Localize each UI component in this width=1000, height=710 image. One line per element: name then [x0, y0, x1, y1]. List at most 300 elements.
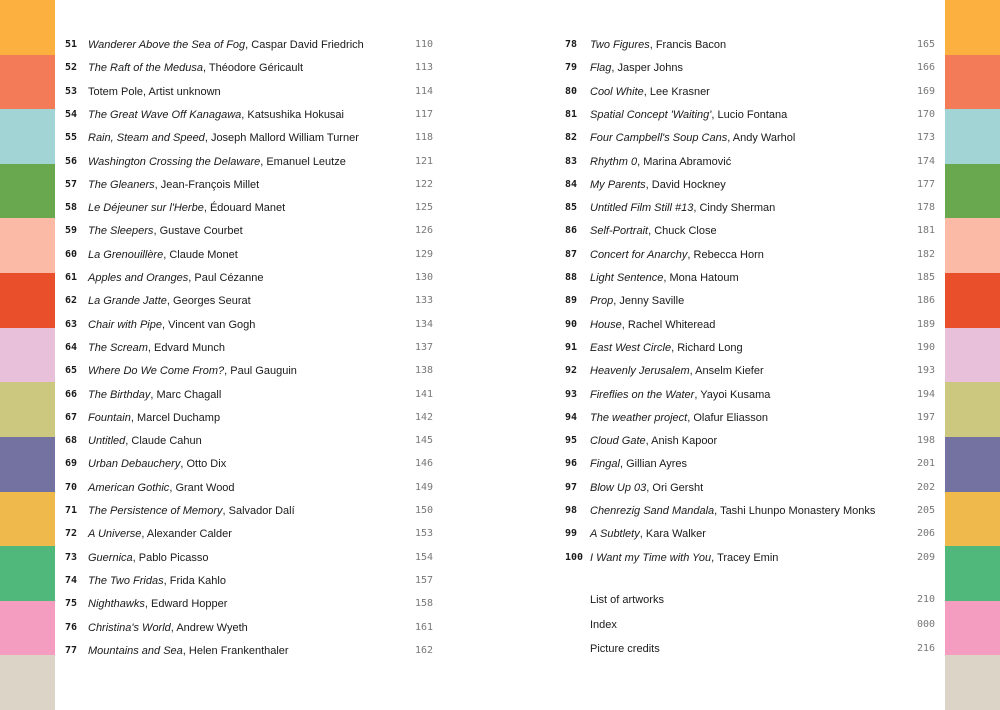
artist-name: Marina Abramović [643, 155, 732, 168]
color-band [945, 164, 1000, 219]
artist-name: Katsushika Hokusai [247, 108, 344, 121]
contents-entry[interactable] [65, 291, 433, 311]
artwork-title: Untitled [88, 435, 126, 448]
artist-name: Grant Wood [175, 481, 235, 494]
entry-text: Light Sentence, Mona Hatoum [590, 272, 739, 284]
artwork-title: Cool White [590, 85, 644, 98]
artist-name: Tashi Lhunpo Monastery Monks [720, 505, 876, 517]
artwork-title: Chenrezig Sand Mandala [590, 505, 715, 517]
artist-name: Paul Cézanne [194, 272, 264, 284]
contents-entry[interactable] [565, 454, 935, 474]
artist-name: Yayoi Kusama [700, 388, 771, 401]
entry-number: 71 [65, 505, 78, 516]
artwork-title: The Persistence of Memory [88, 505, 223, 517]
entry-text: Self-Portrait, Chuck Close [590, 225, 717, 238]
entry-number: 99 [565, 528, 578, 540]
entry-text: The weather project, Olafur Eliasson [590, 411, 768, 424]
entry-text: Concert for Anarchy, Rebecca Horn [590, 248, 764, 261]
page-number: 177 [916, 178, 935, 190]
page-number: 201 [916, 458, 935, 470]
artist-name: Tracey Emin [717, 551, 779, 564]
entry-number: 62 [65, 295, 78, 307]
entry-text: American Gothic, Grant Wood [88, 481, 235, 494]
contents-entry[interactable] [65, 35, 433, 55]
color-band [945, 382, 1000, 437]
page-number: 121 [414, 155, 433, 167]
artwork-title: Prop [590, 295, 614, 308]
artist-name: Claude Monet [169, 248, 238, 261]
entry-text: Guernica, Pablo Picasso [88, 551, 209, 564]
artist-name: Lucio Fontana [717, 108, 788, 121]
entry-text: Untitled, Claude Cahun [88, 435, 202, 448]
entry-text: Heavenly Jerusalem, Anselm Kiefer [590, 365, 764, 378]
entry-number: 61 [65, 272, 78, 283]
entry-number: 90 [565, 318, 578, 330]
entry-text: A Subtlety, Kara Walker [590, 528, 706, 541]
artist-name: Édouard Manet [209, 202, 286, 215]
contents-entry[interactable] [565, 35, 935, 55]
artwork-title: The Raft of the Medusa [88, 62, 203, 75]
entry-text: Fountain, Marcel Duchamp [88, 411, 221, 424]
page-number: 174 [916, 155, 935, 167]
entry-number: 81 [565, 108, 578, 120]
entry-number: 52 [65, 62, 78, 74]
contents-entry[interactable] [65, 385, 433, 405]
artist-name: Alexander Calder [146, 528, 232, 541]
entry-text: My Parents, David Hockney [590, 178, 726, 191]
contents-entry[interactable] [565, 338, 935, 358]
contents-entry[interactable] [565, 315, 935, 335]
artwork-title: Cloud Gate [590, 435, 646, 448]
page-number: 162 [414, 644, 433, 656]
entry-number: 97 [565, 481, 578, 493]
artist-name: Pablo Picasso [138, 551, 209, 564]
artist-name: Edward Hopper [150, 598, 228, 611]
color-band [0, 109, 55, 164]
contents-entry[interactable] [565, 408, 935, 428]
entry-number: 72 [65, 528, 78, 540]
contents-entry[interactable] [65, 268, 433, 288]
entry-number: 55 [65, 132, 78, 144]
artwork-title: Fountain [88, 411, 131, 424]
page-number: 134 [414, 318, 433, 330]
contents-entry[interactable] [65, 641, 433, 661]
entry-number: 59 [65, 225, 78, 237]
artwork-title: Nighthawks [88, 598, 145, 611]
contents-entry[interactable] [565, 245, 935, 265]
contents-entry[interactable] [565, 431, 935, 451]
contents-entry[interactable] [65, 128, 433, 148]
entry-text: A Universe, Alexander Calder [88, 528, 232, 541]
entry-number: 100 [565, 551, 584, 563]
entry-text: Spatial Concept 'Waiting', Lucio Fontana [590, 108, 788, 121]
artist-name: Paul Gauguin [230, 365, 297, 378]
entry-number: 60 [65, 248, 78, 260]
entry-number: 74 [65, 574, 78, 586]
entry-text: Untitled Film Still #13, Cindy Sherman [590, 202, 776, 215]
artwork-title: Chair with Pipe [88, 318, 162, 331]
entry-text: Mountains and Sea, Helen Frankenthaler [88, 644, 289, 657]
page-number: 146 [414, 458, 433, 470]
page-number: 129 [414, 248, 433, 260]
artwork-title: Blow Up 03 [590, 481, 647, 494]
contents-entry[interactable] [65, 152, 433, 172]
entry-text [88, 82, 221, 102]
entry-number: 64 [65, 341, 78, 353]
artwork-title: Concert for Anarchy [590, 248, 688, 261]
contents-entry[interactable] [65, 338, 433, 358]
page-number: 118 [414, 132, 433, 144]
contents-entry[interactable] [65, 58, 433, 78]
color-band [945, 218, 1000, 273]
artist-name: Edvard Munch [154, 341, 225, 354]
contents-entry[interactable] [565, 548, 935, 568]
contents-entry[interactable] [65, 478, 433, 498]
back-matter-label: Index [590, 619, 617, 631]
contents-entry[interactable] [65, 175, 433, 195]
artist-name: Marcel Duchamp [136, 411, 221, 424]
color-band [945, 55, 1000, 110]
artwork-title: Urban Debauchery [88, 458, 181, 471]
page-number: 122 [414, 178, 433, 190]
entry-text: The Gleaners, Jean-François Millet [88, 178, 260, 191]
entry-text: Blow Up 03, Ori Gersht [590, 481, 704, 494]
entry-number: 76 [65, 621, 78, 633]
artist-name: Anish Kapoor [651, 435, 718, 448]
color-band [945, 655, 1000, 710]
color-band [945, 492, 1000, 547]
entry-number: 57 [65, 178, 78, 190]
artwork-title: Fingal [590, 458, 620, 471]
page-number: 149 [414, 481, 433, 493]
entry-number: 93 [565, 388, 578, 400]
color-band [0, 655, 55, 710]
page-number: 165 [916, 39, 935, 50]
page-number: 133 [414, 295, 433, 307]
page-number: 173 [916, 132, 935, 144]
contents-entry[interactable] [565, 501, 935, 521]
contents-entry[interactable] [565, 58, 935, 78]
entry-number: 96 [565, 458, 578, 470]
artwork-title: Light Sentence [590, 272, 664, 284]
contents-entry[interactable] [565, 152, 935, 172]
artwork-title: Le Déjeuner sur l'Herbe [88, 202, 204, 215]
color-band [945, 109, 1000, 164]
contents-entry[interactable] [65, 548, 433, 568]
entry-number: 68 [65, 435, 78, 447]
entry-text: La Grenouillère, Claude Monet [88, 248, 238, 261]
page-number: 181 [916, 225, 935, 237]
entry-number: 85 [565, 202, 578, 214]
page-number: 157 [414, 574, 433, 586]
entry-text: East West Circle, Richard Long [590, 341, 743, 354]
entry-text: Flag, Jasper Johns [590, 62, 683, 75]
page-number: 110 [414, 39, 433, 50]
color-band [0, 164, 55, 219]
artwork-title: I Want my Time with You [590, 551, 712, 564]
page-number: 138 [414, 365, 433, 377]
page-number: 194 [916, 388, 935, 400]
artwork-title: La Grenouillère [88, 248, 164, 261]
page-number: 186 [916, 295, 935, 307]
page-number: 197 [916, 411, 935, 423]
page-number: 142 [414, 411, 433, 423]
artwork-title: Where Do We Come From? [88, 365, 225, 378]
entry-text: Four Campbell's Soup Cans, Andy Warhol [590, 132, 796, 145]
entry-number: 69 [65, 458, 78, 470]
entry-number: 75 [65, 598, 78, 610]
entry-number: 80 [565, 85, 578, 97]
artist-name: Andy Warhol [732, 132, 796, 145]
artist-name: Georges Seurat [173, 295, 251, 308]
entry-text: Urban Debauchery, Otto Dix [88, 458, 227, 471]
entry-number: 63 [65, 318, 78, 330]
entry-text: Prop, Jenny Saville [590, 295, 685, 308]
entry-number: 79 [565, 62, 578, 74]
artwork-title: American Gothic [88, 481, 170, 494]
contents-entry[interactable] [65, 221, 433, 241]
artist-name: David Hockney [651, 178, 726, 191]
artist-name: Gustave Courbet [159, 225, 243, 238]
color-band [0, 0, 55, 55]
artwork-title: Four Campbell's Soup Cans [590, 132, 728, 145]
artist-name: Joseph Mallord William Turner [210, 132, 359, 145]
page-number: 145 [414, 435, 433, 447]
entry-text: Apples and Oranges, Paul Cézanne [88, 272, 264, 284]
entry-number: 67 [65, 411, 78, 423]
contents-entry[interactable] [65, 594, 433, 614]
page-number: 182 [916, 248, 935, 260]
contents-entry[interactable] [65, 361, 433, 381]
artwork-title: Self-Portrait [590, 225, 649, 238]
artwork-title: The weather project [590, 411, 688, 424]
contents-entry[interactable] [565, 82, 935, 102]
color-band [0, 601, 55, 656]
contents-entry[interactable] [65, 105, 433, 125]
contents-entry[interactable] [65, 524, 433, 544]
left-color-strip [0, 0, 55, 710]
color-band [0, 492, 55, 547]
contents-entry[interactable] [565, 221, 935, 241]
artwork-title: Flag [590, 62, 612, 75]
color-band [945, 273, 1000, 328]
entry-text: Rain, Steam and Speed, Joseph Mallord William Turner [88, 132, 359, 145]
artist-name: Jean-François Millet [160, 178, 260, 191]
back-matter-label: List of artworks [590, 594, 664, 606]
artwork-title: Fireflies on the Water [590, 388, 695, 401]
entry-text: Christina's World, Andrew Wyeth [88, 621, 248, 634]
entry-text: Chair with Pipe, Vincent van Gogh [88, 318, 256, 331]
page-number: 113 [414, 62, 433, 74]
page-number: 114 [414, 85, 433, 97]
entry-text: The Scream, Edvard Munch [88, 341, 225, 354]
contents-entry[interactable] [565, 478, 935, 498]
page-number: 205 [916, 505, 935, 516]
entry-text: Cool White, Lee Krasner [590, 85, 710, 98]
contents-entry[interactable] [565, 524, 935, 544]
contents-entry[interactable] [565, 198, 935, 218]
page-number: 126 [414, 225, 433, 237]
entry-number: 95 [565, 435, 578, 447]
entry-text: Washington Crossing the Delaware, Emanuel Leutze [88, 155, 346, 168]
entry-number: 83 [565, 155, 578, 167]
page-number: 190 [916, 341, 935, 353]
artwork-title: A Subtlety [590, 528, 640, 541]
color-band [0, 218, 55, 273]
artwork-title: Christina's World [88, 621, 171, 634]
artwork-title: House [590, 318, 622, 331]
back-matter-entry[interactable] [565, 590, 935, 610]
page-number: 166 [916, 62, 935, 74]
contents-entry[interactable] [565, 291, 935, 311]
artwork-title: A Universe [88, 528, 142, 541]
artwork-title: The Sleepers [88, 225, 154, 238]
entry-text: Fireflies on the Water, Yayoi Kusama [590, 388, 771, 401]
artist-name: Helen Frankenthaler [188, 644, 289, 657]
page-number: 206 [916, 528, 935, 540]
entry-number: 56 [65, 155, 78, 167]
page-number: 169 [916, 85, 935, 97]
entry-number: 66 [65, 388, 78, 400]
entry-text: The Sleepers, Gustave Courbet [88, 225, 243, 238]
page-number: 125 [414, 202, 433, 214]
entry-number: 82 [565, 132, 578, 144]
artist-name: Anselm Kiefer [695, 365, 764, 378]
artist-name: Kara Walker [645, 528, 706, 541]
artwork-title: Mountains and Sea [88, 644, 183, 657]
artist-name: Frida Kahlo [169, 574, 226, 587]
artwork-title: East West Circle [590, 341, 672, 354]
page-number: 000 [916, 619, 935, 630]
color-band [0, 55, 55, 110]
artist-name: Lee Krasner [649, 85, 710, 98]
entry-text: Le Déjeuner sur l'Herbe, Édouard Manet [88, 202, 286, 215]
artist-name: Ori Gersht [652, 481, 704, 494]
contents-entry[interactable] [565, 175, 935, 195]
artwork-title: La Grande Jatte [88, 295, 167, 308]
artwork-title: My Parents [590, 178, 646, 191]
entry-text: Fingal, Gillian Ayres [590, 458, 688, 471]
artwork-title: Wanderer Above the Sea of Fog [88, 39, 246, 51]
contents-entry[interactable] [565, 105, 935, 125]
contents-entry[interactable] [565, 268, 935, 288]
back-matter-entry[interactable] [565, 615, 935, 635]
entry-text: The Raft of the Medusa, Théodore Géricault [88, 62, 304, 75]
entry-number: 89 [565, 295, 578, 307]
artwork-title: The Scream [88, 341, 148, 354]
page-number: 170 [916, 108, 935, 120]
color-band [0, 437, 55, 492]
artist-name: Salvador Dalí [228, 505, 295, 517]
contents-entry[interactable] [65, 82, 433, 102]
page-number: 209 [916, 551, 935, 563]
entry-text: House, Rachel Whiteread [590, 318, 716, 331]
entry-number: 87 [565, 248, 578, 260]
page-number: 161 [414, 621, 433, 633]
artist-name: Rebecca Horn [693, 248, 764, 261]
entry-text: Nighthawks, Edward Hopper [88, 598, 228, 611]
contents-entry[interactable] [65, 315, 433, 335]
artwork-title: The Two Fridas [88, 574, 164, 587]
artist-name: Théodore Géricault [208, 62, 304, 75]
entry-number: 94 [565, 411, 578, 423]
artwork-title: The Gleaners [88, 178, 155, 191]
artist-name: Andrew Wyeth [176, 621, 248, 634]
entry-text: The Two Fridas, Frida Kahlo [88, 574, 226, 587]
color-band [945, 328, 1000, 383]
entry-text: Wanderer Above the Sea of Fog, Caspar David Friedrich [88, 39, 364, 51]
color-band [945, 437, 1000, 492]
page-number: 198 [916, 435, 935, 447]
contents-entry[interactable] [565, 361, 935, 381]
page-number: 153 [414, 528, 433, 540]
entry-number: 51 [65, 39, 78, 50]
artist-name: Gillian Ayres [626, 458, 688, 471]
artwork-title: Two Figures [590, 39, 650, 51]
page-number: 150 [414, 505, 433, 516]
artist-name: Rachel Whiteread [627, 318, 716, 331]
artist-name: Totem Pole, Artist unknown [88, 85, 221, 98]
entry-text: La Grande Jatte, Georges Seurat [88, 295, 251, 308]
artist-name: Chuck Close [654, 225, 717, 238]
entry-number: 70 [65, 481, 78, 493]
artist-name: Vincent van Gogh [168, 318, 256, 331]
entry-number: 58 [65, 202, 78, 214]
artwork-title: Spatial Concept 'Waiting' [590, 108, 712, 121]
entry-number: 91 [565, 341, 578, 353]
contents-entry[interactable] [65, 571, 433, 591]
contents-entry[interactable] [65, 245, 433, 265]
artist-name: Marc Chagall [156, 388, 222, 401]
contents-entry[interactable] [65, 408, 433, 428]
entry-text: The Persistence of Memory, Salvador Dalí [88, 505, 295, 517]
page-number: 141 [414, 388, 433, 400]
artwork-title: Apples and Oranges [88, 272, 189, 284]
page-number: 210 [916, 594, 935, 605]
color-band [0, 546, 55, 601]
contents-entry[interactable] [65, 501, 433, 521]
entry-number: 86 [565, 225, 578, 237]
artist-name: Caspar David Friedrich [251, 39, 364, 51]
entry-number: 53 [65, 85, 78, 97]
page-number: 216 [916, 643, 935, 654]
page-number: 202 [916, 481, 935, 493]
entry-text: The Great Wave Off Kanagawa, Katsushika Hokusai [88, 108, 344, 121]
contents-entry[interactable] [565, 128, 935, 148]
artwork-title: Untitled Film Still #13 [590, 202, 694, 215]
artwork-title: Rain, Steam and Speed [88, 132, 205, 145]
contents-entry[interactable] [65, 454, 433, 474]
contents-entry[interactable] [65, 618, 433, 638]
artist-name: Cindy Sherman [699, 202, 776, 215]
entry-number: 77 [65, 644, 78, 656]
page-number: 178 [916, 202, 935, 214]
contents-entry[interactable] [65, 198, 433, 218]
artist-name: Richard Long [677, 341, 743, 354]
artist-name: Otto Dix [186, 458, 227, 471]
contents-entry[interactable] [65, 431, 433, 451]
color-band [945, 0, 1000, 55]
back-matter-entry[interactable] [565, 639, 935, 659]
artist-name: Claude Cahun [131, 435, 202, 448]
entry-text: Cloud Gate, Anish Kapoor [590, 435, 718, 448]
artwork-title: Heavenly Jerusalem [590, 365, 690, 378]
artist-name: Emanuel Leutze [266, 155, 346, 168]
artist-name: Francis Bacon [655, 39, 727, 51]
back-matter-label: Picture credits [590, 643, 660, 655]
contents-entry[interactable] [565, 385, 935, 405]
entry-text: Two Figures, Francis Bacon [590, 39, 727, 51]
